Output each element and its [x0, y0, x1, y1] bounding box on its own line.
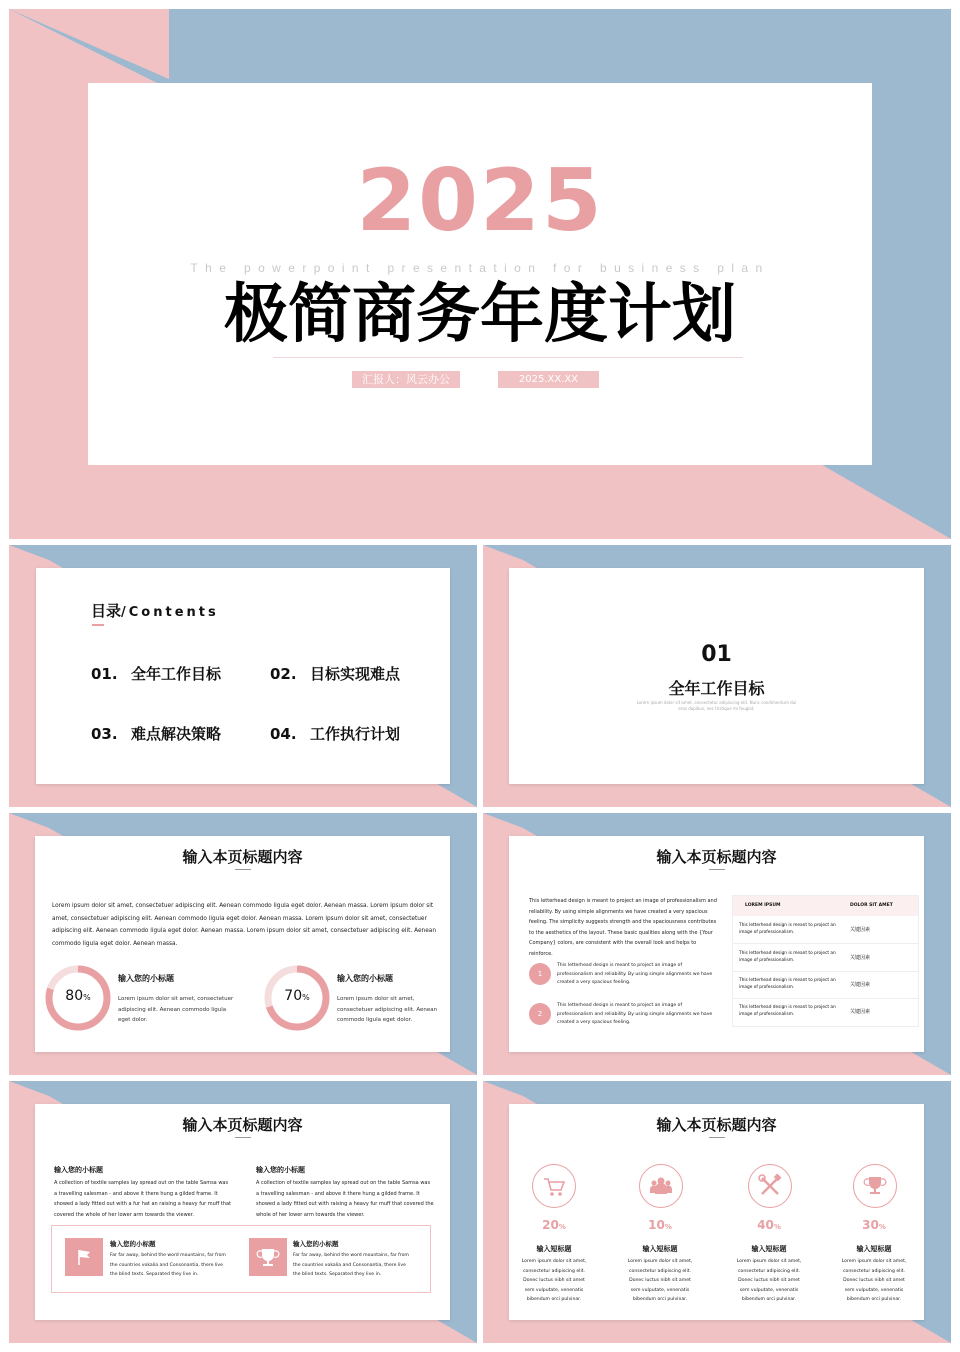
- stat-text-1: Lorem ipsum dolor sit amet, consectetuer adipiscing elit. Aenean commodo ligula eget dolor.: [118, 996, 234, 1023]
- percent-unit: %: [664, 1223, 672, 1231]
- section-card: [509, 568, 924, 784]
- cover-slide: [9, 9, 951, 539]
- percent-value-1: [514, 1218, 594, 1232]
- section-description: Lorem ipsum dolor sit amet, consectetur adipiscing elit. Nunc condimentum dui eros dapibus, nec tristique mi feugiat.: [636, 700, 797, 711]
- toc-title-cn: 目录: [91, 602, 122, 620]
- progress-slide: [9, 813, 477, 1075]
- toc-title-underline: [92, 624, 104, 626]
- table-cell: 关键因素: [850, 982, 871, 988]
- percent-number: 20: [542, 1218, 559, 1232]
- slide-title: 输入本页标题内容: [182, 1116, 303, 1134]
- item-text-4: Lorem ipsum dolor sit amet, consectetur adipiscing elit. Donec luctus nibh sit amet sem vulputate, venenatis bibendum orci pulvinar.: [841, 1259, 907, 1302]
- title-underline: [235, 869, 251, 870]
- table-row: [733, 944, 918, 972]
- icon-circle-4: [853, 1164, 897, 1208]
- feature-box-1-text: Far far away, behind the word mountains, far from the countries vokalia and Consonantia, there live the blind texts. Separated they live in.: [110, 1253, 226, 1277]
- toc-item-number: 04.: [270, 725, 297, 743]
- cover-divider: [273, 357, 743, 358]
- cover-title: 极简商务年度计划: [224, 278, 736, 352]
- slide-title: 输入本页标题内容: [656, 1116, 777, 1134]
- table-cell: This letterhead design is meant to project an image of professionalism.: [739, 951, 836, 963]
- toc-item-number: 01.: [91, 665, 118, 683]
- item-text-2: Lorem ipsum dolor sit amet, consectetur adipiscing elit. Donec luctus nibh sit amet sem vulputate, venenatis bibendum orci pulvinar.: [627, 1259, 693, 1302]
- percent-number: 30: [862, 1218, 879, 1232]
- toc-card: [36, 568, 450, 784]
- point-text-1: This letterhead design is meant to project an image of professionalism and reliability. By using simple alignments we have created a very spacious feeling.: [557, 963, 713, 985]
- progress-value-2: [263, 988, 331, 1004]
- cart-icon: [533, 1165, 575, 1207]
- toc-title-en: /Contents: [121, 605, 219, 620]
- progress-card: [35, 836, 450, 1052]
- item-text-1: Lorem ipsum dolor sit amet, consectetur adipiscing elit. Donec luctus nibh sit amet sem vulputate, venenatis bibendum orci pulvinar.: [521, 1259, 587, 1302]
- toc-item-number: 03.: [91, 725, 118, 743]
- table-cell: This letterhead design is meant to project an image of professionalism.: [739, 978, 836, 990]
- percent-value-2: [620, 1218, 700, 1232]
- percent-unit: %: [773, 1223, 781, 1231]
- table-header-cell: DOLOR SIT AMET: [850, 903, 893, 908]
- column-heading-1: 输入您的小标题: [54, 1166, 103, 1174]
- toc-item-2[interactable]: [270, 663, 400, 684]
- point-badge-2: 2: [529, 1003, 551, 1025]
- progress-value-1: [44, 988, 112, 1004]
- section-slide: [483, 545, 951, 807]
- progress-unit: %: [83, 993, 91, 1002]
- stat-heading-1: 输入您的小标题: [118, 974, 174, 983]
- table-cell: This letterhead design is meant to project an image of professionalism.: [739, 923, 836, 935]
- intro-paragraph: Lorem ipsum dolor sit amet, consectetuer adipiscing elit. Aenean commodo ligula eget dolor. Aenean massa. Lorem ipsum dolor sit amet, consectetuer adipiscing elit. Aenean commodo ligula eget dolor. Aenean massa. Lorem ipsum dolor sit amet, consectetuer adipiscing elit. Aenean commodo ligula eget dolor. Aenean massa. Lorem ipsum dolor sit amet, consectetuer adipiscing elit. Aenean commodo ligula eget dolor. Aenean massa.: [52, 903, 437, 947]
- table-slide: [483, 813, 951, 1075]
- tools-icon: [749, 1165, 791, 1207]
- intro-paragraph: This letterhead design is meant to project an image of professionalism and reliability. By using simple alignments we have created a very spacious feeling. The simplicity suggests strength and the spaciousness contributes to the aesthetics of the layout. These basic qualities along with the {Your Company} colors, are consistent with the overall look and helps to reinforce.: [529, 898, 717, 957]
- toc-item-label: 工作执行计划: [310, 725, 401, 743]
- table-header: [733, 896, 918, 916]
- percent-value-3: [729, 1218, 809, 1232]
- percent-unit: %: [558, 1223, 566, 1231]
- cover-card: [88, 83, 872, 465]
- cover-date: 2025.XX.XX: [498, 371, 599, 388]
- toc-item-number: 02.: [270, 665, 297, 683]
- stat-heading-2: 输入您的小标题: [337, 974, 393, 983]
- column-text-2: A collection of textile samples lay spread out on the table Samsa was a travelling salesman - and above it there hung a gilded frame. It showed a lady fitted out with raising a heavy fur muff that covered the whole of her lower arm towards the viewer.: [256, 1180, 434, 1218]
- icons-slide: [483, 1081, 951, 1343]
- table-cell: 关键因素: [850, 927, 871, 933]
- column-text-1: A collection of textile samples lay spread out on the table Samsa was a travelling salesman - and above it there hung a gilded frame. It showed a lady fitted out with a fur hat an raising a heavy fur muff that covered the whole of her lower arm towards the viewer.: [54, 1180, 232, 1218]
- feature-box-2-text: Far far away, behind the word mountains, far from the countries vokalia and Consonantia, there live the blind texts. Separated they live in.: [293, 1253, 409, 1277]
- table-cell: This letterhead design is meant to project an image of professionalism.: [739, 1005, 836, 1017]
- toc-item-label: 难点解决策略: [131, 725, 222, 743]
- percent-value-4: [834, 1218, 914, 1232]
- icon-circle-2: [639, 1164, 683, 1208]
- feature-box-2-icon: [249, 1238, 287, 1276]
- columns-card: [35, 1104, 450, 1320]
- feature-box-1-heading: 输入您的小标题: [110, 1240, 156, 1248]
- toc-item-3[interactable]: [91, 723, 221, 744]
- cover-year: 2025: [356, 151, 604, 251]
- toc-slide: [9, 545, 477, 807]
- icon-circle-1: [532, 1164, 576, 1208]
- toc-item-4[interactable]: [270, 723, 400, 744]
- progress-unit: %: [302, 993, 310, 1002]
- cover-subtitle: The powerpoint presentation for business plan: [190, 261, 770, 275]
- percent-number: 10: [648, 1218, 665, 1232]
- toc-item-label: 全年工作目标: [131, 665, 222, 683]
- feature-box-2-heading: 输入您的小标题: [293, 1240, 339, 1248]
- toc-item-1[interactable]: [91, 663, 221, 684]
- table-cell: 关键因素: [850, 1009, 871, 1015]
- trophy-icon: [854, 1165, 896, 1207]
- table-row: [733, 972, 918, 999]
- group-icon: [640, 1165, 682, 1207]
- table-row: [733, 916, 918, 944]
- trophy-icon: [249, 1238, 287, 1276]
- item-heading-3: 输入短标题: [751, 1245, 787, 1253]
- flag-icon: [65, 1238, 103, 1276]
- item-heading-4: 输入短标题: [856, 1245, 892, 1253]
- title-underline: [709, 869, 725, 870]
- toc-title: [91, 600, 219, 621]
- percent-number: 40: [757, 1218, 774, 1232]
- item-text-3: Lorem ipsum dolor sit amet, consectetur adipiscing elit. Donec luctus nibh sit amet sem vulputate, venenatis bibendum orci pulvinar.: [736, 1259, 802, 1302]
- title-underline: [709, 1137, 725, 1138]
- table-row: [733, 999, 918, 1025]
- icon-circle-3: [748, 1164, 792, 1208]
- title-underline: [235, 1137, 251, 1138]
- progress-number: 70: [284, 988, 303, 1004]
- slide-title: 输入本页标题内容: [656, 848, 777, 866]
- item-heading-1: 输入短标题: [536, 1245, 572, 1253]
- columns-slide: [9, 1081, 477, 1343]
- point-text-2: This letterhead design is meant to project an image of professionalism and reliability. By using simple alignments we have created a very spacious feeling.: [557, 1003, 713, 1025]
- section-title: 全年工作目标: [668, 679, 765, 698]
- column-heading-2: 输入您的小标题: [256, 1166, 305, 1174]
- toc-item-label: 目标实现难点: [310, 665, 401, 683]
- data-table: [732, 895, 919, 1027]
- feature-box-1-icon: [65, 1238, 103, 1276]
- table-header-cell: LOREM IPSUM: [745, 903, 781, 908]
- percent-unit: %: [878, 1223, 886, 1231]
- progress-number: 80: [65, 988, 84, 1004]
- cover-reporter: 汇报人：风云办公: [352, 371, 460, 388]
- stat-text-2: Lorem ipsum dolor sit amet, consectetuer adipiscing elit. Aenean commodo ligula eget dolor.: [337, 996, 438, 1023]
- item-heading-2: 输入短标题: [642, 1245, 678, 1253]
- table-card: [509, 836, 924, 1052]
- slide-title: 输入本页标题内容: [182, 848, 303, 866]
- point-badge-1: 1: [529, 963, 551, 985]
- section-number: 01: [701, 642, 732, 667]
- icons-card: [509, 1104, 924, 1320]
- table-cell: 关键因素: [850, 955, 871, 961]
